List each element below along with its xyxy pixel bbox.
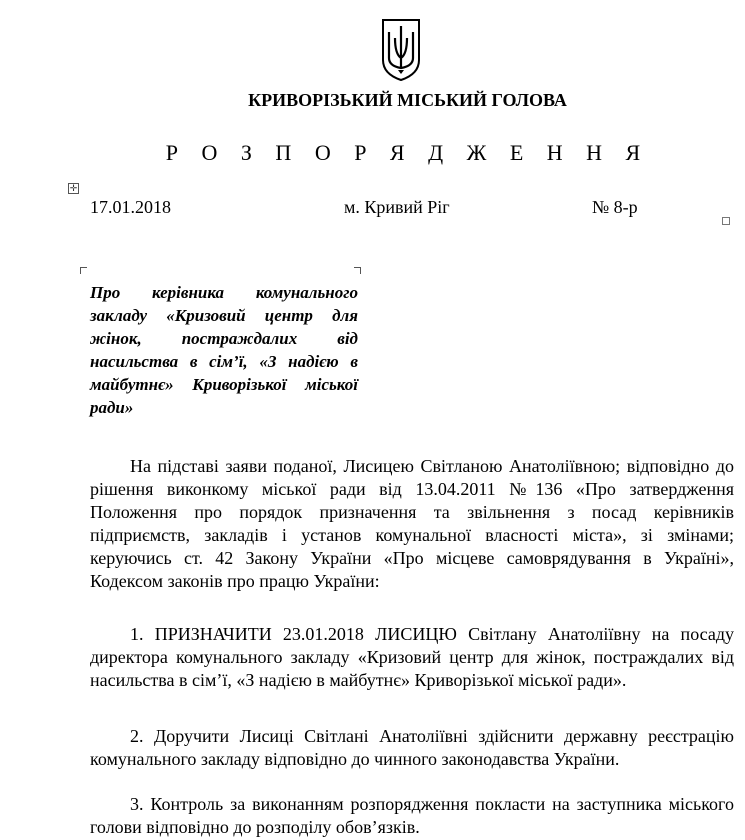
- order-item-3: 3. Контроль за виконанням розпорядження покласти на заступника міського голови відповідно до розподілу обов’язків.: [90, 794, 734, 837]
- document-number: № 8-р: [592, 197, 638, 217]
- basis-paragraph: На підставі заяви поданої, Лисицею Світланою Анатоліївною; відповідно до рішення виконкому міської ради від 13.04.2011 №136 «Про затвердження Положення про порядок призначення та звільнення з посад керівників підприємств, закладів і установ комунальної власності міста», зі змінами; керуючись ст. 42 Закону України «Про місцеве самоврядування в Україні», Кодексом законів про працю України:: [90, 456, 734, 591]
- organization-title: КРИВОРІЗЬКИЙ МІСЬКИЙ ГОЛОВА: [248, 90, 567, 110]
- table-move-handle[interactable]: ✛: [69, 183, 78, 193]
- frame-corner-right: [354, 267, 361, 274]
- document-subject: Про керівника комунального закладу «Кризовий центр для жінок, постраждалих від насильства в сім’ї, «З надією в майбутнє» Криворізької міської ради»: [90, 283, 358, 417]
- order-item-2: 2. Доручити Лисиці Світлані Анатоліївні здійснити державну реєстрацію комунального закладу відповідно до чинного законодавства України.: [90, 726, 734, 769]
- document-type-title: Р О З П О Р Я Д Ж Е Н Н Я: [165, 140, 650, 165]
- order-item-1: 1. ПРИЗНАЧИТИ 23.01.2018 ЛИСИЦЮ Світлану Анатоліївну на посаду директора комунального закладу «Кризовий центр для жінок, постраждалих від насильства в сім’ї, «З надією в майбутнє» Криворізької міської ради».: [90, 624, 734, 690]
- document-date: 17.01.2018: [90, 197, 171, 217]
- document-city: м. Кривий Ріг: [344, 197, 450, 217]
- table-resize-handle[interactable]: [722, 217, 730, 225]
- trident-coat-of-arms-icon: [381, 18, 421, 82]
- frame-corner-left: [80, 267, 87, 274]
